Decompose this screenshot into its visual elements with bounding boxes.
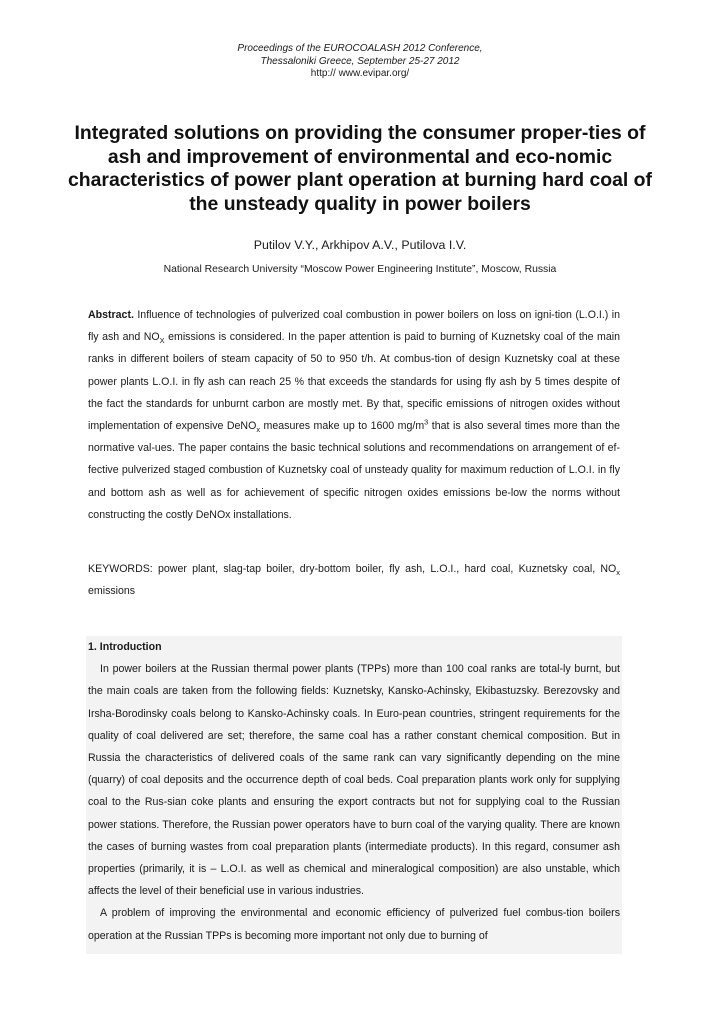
proceedings-header [0, 43, 720, 81]
intro-paragraph-2: A problem of improving the environmental and economic efficiency of pulverized fuel combus-tion boilers operation at the Russian TPPs is becoming more important not only due to burning of [88, 907, 620, 942]
abstract-sub-1: X [159, 336, 165, 346]
abstract-text-3: measures make up to 1600 mg/m [260, 420, 425, 433]
header-url: http:// www.evipar.org/ [310, 68, 410, 79]
abstract-sub-2: x [256, 425, 261, 435]
affiliation: National Research University “Moscow Power Engineering Institute”, Moscow, Russia [163, 264, 557, 275]
keywords-sub-1: x [616, 568, 620, 578]
abstract-text-1: Influence of technologies of pulverized coal combustion in power boilers on loss on igni-tion (L.O.I.) in fly ash and NO [88, 309, 620, 344]
abstract-text-2: emissions is considered. In the paper attention is paid to burning of Kuznetsky coal of the main ranks in different boilers of steam capacity of 50 to 950 t/h. At combus-tion of design Kuznetsky coal at these power plants L.O.I. in fly ash can reach 25 % that exceeds the standards for using fly ash by 5 times despite of the fact the standards for unburnt carbon are mostly met. By that, specific emissions of nitrogen oxides without implementation of expensive DeNO [88, 331, 621, 433]
section-heading: 1. Introduction [88, 641, 162, 653]
keywords-text-1: KEYWORDS: power plant, slag-tap boiler, dry-bottom boiler, fly ash, L.O.I., hard coal, Kuznetsky coal, NO [88, 563, 617, 575]
header-conference: Proceedings of the EUROCOALASH 2012 Conference, [237, 43, 483, 54]
introduction-section [88, 636, 620, 947]
abstract-label: Abstract. [88, 309, 134, 321]
intro-paragraph-1: In power boilers at the Russian thermal power plants (TPPs) more than 100 coal ranks are total-ly burnt, but the main coals are taken from the following fields: Kuznetsky, Kansko-Achinsky, Ekibastuzsky. Berezovsky and Irsha-Borodinsky coals belong to Kansko-Achinsky coals. In Euro-pean countries, stringent requirements for the quality of coal delivered are set; therefore, the same coal has a rather constant chemical composition. But in Russia the characteristics of delivered coals of the same rank can vary significantly depending on the mine (quarry) of coal deposits and the occurrence depth of coal beds. Coal preparation plants work only for supplying coal to the Rus-sian coke plants and ensuring the export contracts but not for supplying coal to the Russian power stations. Therefore, the Russian power operators have to burn coal of the varying quality. There are known the cases of burning wastes from coal preparation plants (intermediate products). In this regard, consumer ash properties (primarily, it is – L.O.I. as well as chemical and mineralogical composition) are also unstable, which affects the level of their beneficial use in various industries. [88, 663, 620, 898]
keywords-text-2: emissions [88, 585, 136, 598]
authors: Putilov V.Y., Arkhipov A.V., Putilova I.V. [253, 238, 467, 252]
abstract [88, 304, 620, 526]
header-location-date: Thessaloniki Greece, September 25-27 2012 [260, 55, 460, 67]
keywords [88, 558, 620, 602]
abstract-sup-1: 3 [424, 417, 429, 427]
paper-title: Integrated solutions on providing the consumer proper-ties of ash and improvement of environmental and eco-nomic characteristics of power plant operation at burning hard coal of the unsteady quality in power boilers [68, 122, 652, 215]
abstract-text-4: that is also several times more than the normative val-ues. The paper contains the basic technical solutions and recommendations on arrangement of ef-fective pulverized staged combustion of Kuznetsky coal of unsteady quality for maximum reduction of L.O.I. in fly and bottom ash as well as for achievement of specific nitrogen oxides emissions be-low the norms without constructing the costly DeNOx installations. [88, 420, 621, 521]
